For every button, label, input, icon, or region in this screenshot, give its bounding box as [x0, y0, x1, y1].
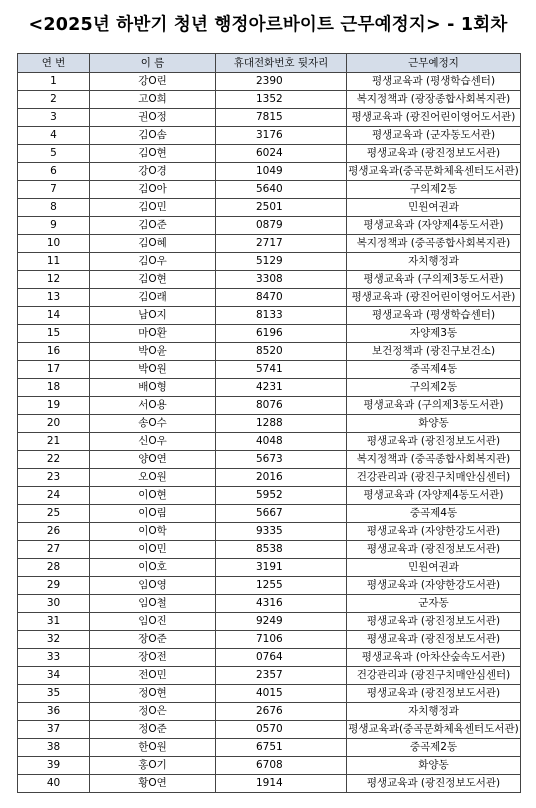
cell-place: 평생교육과 (자양한강도서관) — [347, 523, 521, 541]
cell-name: 이O림 — [90, 505, 216, 523]
cell-no: 31 — [18, 613, 90, 631]
cell-phone: 0879 — [216, 217, 347, 235]
cell-no: 7 — [18, 181, 90, 199]
cell-place: 평생교육과 (광진어린이영어도서관) — [347, 109, 521, 127]
cell-name: 임O철 — [90, 595, 216, 613]
cell-phone: 4316 — [216, 595, 347, 613]
table-row — [18, 181, 521, 199]
table-row — [18, 199, 521, 217]
cell-place: 자치행정과 — [347, 253, 521, 271]
cell-phone: 4231 — [216, 379, 347, 397]
table-row — [18, 109, 521, 127]
cell-place: 건강관리과 (광진구치매안심센터) — [347, 667, 521, 685]
cell-phone: 8470 — [216, 289, 347, 307]
table-row — [18, 289, 521, 307]
cell-place: 복지정책과 (광장종합사회복지관) — [347, 91, 521, 109]
table-row — [18, 451, 521, 469]
cell-name: 강O경 — [90, 163, 216, 181]
cell-place: 화양동 — [347, 757, 521, 775]
cell-phone: 3308 — [216, 271, 347, 289]
table-row — [18, 541, 521, 559]
cell-no: 15 — [18, 325, 90, 343]
cell-place: 복지정책과 (중곡종합사회복지관) — [347, 235, 521, 253]
table-row — [18, 361, 521, 379]
table-row — [18, 667, 521, 685]
cell-place: 복지정책과 (중곡종합사회복지관) — [347, 451, 521, 469]
cell-no: 3 — [18, 109, 90, 127]
cell-phone: 1352 — [216, 91, 347, 109]
cell-phone: 5673 — [216, 451, 347, 469]
table-row — [18, 775, 521, 793]
cell-phone: 5129 — [216, 253, 347, 271]
cell-name: 김O아 — [90, 181, 216, 199]
table-row — [18, 415, 521, 433]
table-row — [18, 433, 521, 451]
cell-no: 34 — [18, 667, 90, 685]
cell-no: 32 — [18, 631, 90, 649]
table-row — [18, 703, 521, 721]
table-row — [18, 649, 521, 667]
cell-place: 평생교육과 (구의제3동도서관) — [347, 397, 521, 415]
cell-name: 남O지 — [90, 307, 216, 325]
table-row — [18, 613, 521, 631]
table-row — [18, 739, 521, 757]
cell-place: 구의제2동 — [347, 181, 521, 199]
cell-phone: 5667 — [216, 505, 347, 523]
cell-no: 1 — [18, 73, 90, 91]
cell-phone: 5952 — [216, 487, 347, 505]
cell-no: 19 — [18, 397, 90, 415]
cell-no: 35 — [18, 685, 90, 703]
cell-name: 정O현 — [90, 685, 216, 703]
cell-name: 김O현 — [90, 145, 216, 163]
cell-phone: 9249 — [216, 613, 347, 631]
table-row — [18, 559, 521, 577]
cell-phone: 2676 — [216, 703, 347, 721]
cell-phone: 1049 — [216, 163, 347, 181]
cell-place: 평생교육과 (광진정보도서관) — [347, 631, 521, 649]
cell-place: 평생교육과 (자양제4동도서관) — [347, 217, 521, 235]
cell-name: 서O용 — [90, 397, 216, 415]
cell-no: 25 — [18, 505, 90, 523]
table-row — [18, 577, 521, 595]
cell-place: 자치행정과 — [347, 703, 521, 721]
cell-no: 40 — [18, 775, 90, 793]
cell-phone: 1288 — [216, 415, 347, 433]
cell-place: 평생교육과 (광진정보도서관) — [347, 433, 521, 451]
cell-place: 평생교육과 (자양제4동도서관) — [347, 487, 521, 505]
table-row — [18, 757, 521, 775]
cell-name: 오O원 — [90, 469, 216, 487]
cell-phone: 9335 — [216, 523, 347, 541]
header-name: 이 름 — [90, 54, 216, 73]
cell-no: 10 — [18, 235, 90, 253]
cell-no: 29 — [18, 577, 90, 595]
cell-place: 평생교육과 (광진어린이영어도서관) — [347, 289, 521, 307]
cell-name: 박O원 — [90, 361, 216, 379]
page-title: <2025년 하반기 청년 행정아르바이트 근무예정지> - 1회차 — [28, 14, 508, 35]
cell-name: 김O민 — [90, 199, 216, 217]
cell-place: 평생교육과 (구의제3동도서관) — [347, 271, 521, 289]
cell-phone: 6024 — [216, 145, 347, 163]
cell-place: 평생교육과 (광진정보도서관) — [347, 613, 521, 631]
cell-name: 마O환 — [90, 325, 216, 343]
cell-phone: 3176 — [216, 127, 347, 145]
cell-name: 강O린 — [90, 73, 216, 91]
cell-name: 이O현 — [90, 487, 216, 505]
cell-name: 양O연 — [90, 451, 216, 469]
cell-phone: 1255 — [216, 577, 347, 595]
table-row — [18, 685, 521, 703]
cell-place: 중곡제2동 — [347, 739, 521, 757]
table-header-row — [18, 54, 521, 73]
table-body — [18, 73, 521, 793]
cell-phone: 7106 — [216, 631, 347, 649]
cell-phone: 0570 — [216, 721, 347, 739]
cell-no: 5 — [18, 145, 90, 163]
cell-name: 전O민 — [90, 667, 216, 685]
cell-name: 김O우 — [90, 253, 216, 271]
cell-name: 배O형 — [90, 379, 216, 397]
header-place: 근무예정지 — [347, 54, 521, 73]
table-row — [18, 397, 521, 415]
cell-no: 12 — [18, 271, 90, 289]
cell-no: 39 — [18, 757, 90, 775]
cell-name: 김O혜 — [90, 235, 216, 253]
cell-place: 평생교육과 (광진정보도서관) — [347, 775, 521, 793]
cell-place: 평생교육과 (평생학습센터) — [347, 307, 521, 325]
cell-place: 구의제2동 — [347, 379, 521, 397]
cell-phone: 5640 — [216, 181, 347, 199]
cell-phone: 2016 — [216, 469, 347, 487]
cell-name: 이O민 — [90, 541, 216, 559]
cell-place: 평생교육과 (광진정보도서관) — [347, 541, 521, 559]
table-row — [18, 127, 521, 145]
cell-place: 평생교육과 (평생학습센터) — [347, 73, 521, 91]
cell-name: 한O원 — [90, 739, 216, 757]
cell-phone: 6196 — [216, 325, 347, 343]
cell-no: 28 — [18, 559, 90, 577]
cell-no: 36 — [18, 703, 90, 721]
table-row — [18, 253, 521, 271]
cell-name: 정O준 — [90, 721, 216, 739]
cell-place: 평생교육과(중곡문화체육센터도서관) — [347, 163, 521, 181]
cell-no: 23 — [18, 469, 90, 487]
cell-phone: 4048 — [216, 433, 347, 451]
table-row — [18, 325, 521, 343]
assignment-table — [17, 53, 521, 793]
table-row — [18, 631, 521, 649]
cell-place: 평생교육과 (광진정보도서관) — [347, 685, 521, 703]
cell-name: 이O학 — [90, 523, 216, 541]
cell-no: 2 — [18, 91, 90, 109]
cell-phone: 8076 — [216, 397, 347, 415]
cell-place: 민원여권과 — [347, 199, 521, 217]
cell-place: 평생교육과 (군자동도서관) — [347, 127, 521, 145]
table-row — [18, 145, 521, 163]
cell-place: 중곡제4동 — [347, 361, 521, 379]
cell-no: 13 — [18, 289, 90, 307]
cell-no: 17 — [18, 361, 90, 379]
cell-place: 화양동 — [347, 415, 521, 433]
cell-name: 장O전 — [90, 649, 216, 667]
cell-name: 이O호 — [90, 559, 216, 577]
cell-no: 11 — [18, 253, 90, 271]
cell-phone: 8133 — [216, 307, 347, 325]
cell-name: 임O영 — [90, 577, 216, 595]
table-row — [18, 721, 521, 739]
table-row — [18, 343, 521, 361]
cell-phone: 4015 — [216, 685, 347, 703]
cell-no: 8 — [18, 199, 90, 217]
cell-no: 18 — [18, 379, 90, 397]
cell-no: 37 — [18, 721, 90, 739]
cell-no: 14 — [18, 307, 90, 325]
table-row — [18, 505, 521, 523]
cell-phone: 2357 — [216, 667, 347, 685]
cell-phone: 3191 — [216, 559, 347, 577]
cell-place: 평생교육과 (자양한강도서관) — [347, 577, 521, 595]
table-row — [18, 595, 521, 613]
cell-place: 군자동 — [347, 595, 521, 613]
cell-place: 평생교육과 (광진정보도서관) — [347, 145, 521, 163]
cell-name: 황O연 — [90, 775, 216, 793]
cell-name: 장O준 — [90, 631, 216, 649]
table-row — [18, 307, 521, 325]
table-row — [18, 379, 521, 397]
cell-phone: 1914 — [216, 775, 347, 793]
cell-no: 33 — [18, 649, 90, 667]
cell-no: 26 — [18, 523, 90, 541]
cell-name: 김O솜 — [90, 127, 216, 145]
cell-no: 38 — [18, 739, 90, 757]
cell-phone: 6751 — [216, 739, 347, 757]
cell-place: 민원여권과 — [347, 559, 521, 577]
cell-place: 평생교육과 (아차산숲속도서관) — [347, 649, 521, 667]
cell-place: 보건정책과 (광진구보건소) — [347, 343, 521, 361]
cell-no: 16 — [18, 343, 90, 361]
cell-phone: 2390 — [216, 73, 347, 91]
cell-no: 24 — [18, 487, 90, 505]
cell-place: 중곡제4동 — [347, 505, 521, 523]
cell-no: 6 — [18, 163, 90, 181]
cell-name: 홍O기 — [90, 757, 216, 775]
cell-name: 신O우 — [90, 433, 216, 451]
table-row — [18, 469, 521, 487]
cell-no: 30 — [18, 595, 90, 613]
cell-no: 22 — [18, 451, 90, 469]
cell-name: 송O수 — [90, 415, 216, 433]
cell-name: 임O진 — [90, 613, 216, 631]
cell-phone: 2501 — [216, 199, 347, 217]
table-row — [18, 271, 521, 289]
cell-phone: 7815 — [216, 109, 347, 127]
table-row — [18, 91, 521, 109]
cell-no: 9 — [18, 217, 90, 235]
cell-name: 정O은 — [90, 703, 216, 721]
cell-name: 고O희 — [90, 91, 216, 109]
header-phone: 휴대전화번호 뒷자리 — [216, 54, 347, 73]
cell-phone: 8538 — [216, 541, 347, 559]
cell-phone: 5741 — [216, 361, 347, 379]
cell-phone: 8520 — [216, 343, 347, 361]
cell-place: 자양제3동 — [347, 325, 521, 343]
cell-no: 20 — [18, 415, 90, 433]
cell-no: 21 — [18, 433, 90, 451]
cell-place: 건강관리과 (광진구치매안심센터) — [347, 469, 521, 487]
cell-name: 권O정 — [90, 109, 216, 127]
cell-name: 김O현 — [90, 271, 216, 289]
table-row — [18, 523, 521, 541]
cell-no: 27 — [18, 541, 90, 559]
cell-phone: 6708 — [216, 757, 347, 775]
cell-phone: 0764 — [216, 649, 347, 667]
table-row — [18, 73, 521, 91]
cell-name: 박O윤 — [90, 343, 216, 361]
table-row — [18, 235, 521, 253]
cell-place: 평생교육과(중곡문화체육센터도서관) — [347, 721, 521, 739]
cell-name: 김O준 — [90, 217, 216, 235]
table-row — [18, 217, 521, 235]
header-no: 연 번 — [18, 54, 90, 73]
cell-name: 김O래 — [90, 289, 216, 307]
cell-phone: 2717 — [216, 235, 347, 253]
cell-no: 4 — [18, 127, 90, 145]
table-row — [18, 487, 521, 505]
table-row — [18, 163, 521, 181]
